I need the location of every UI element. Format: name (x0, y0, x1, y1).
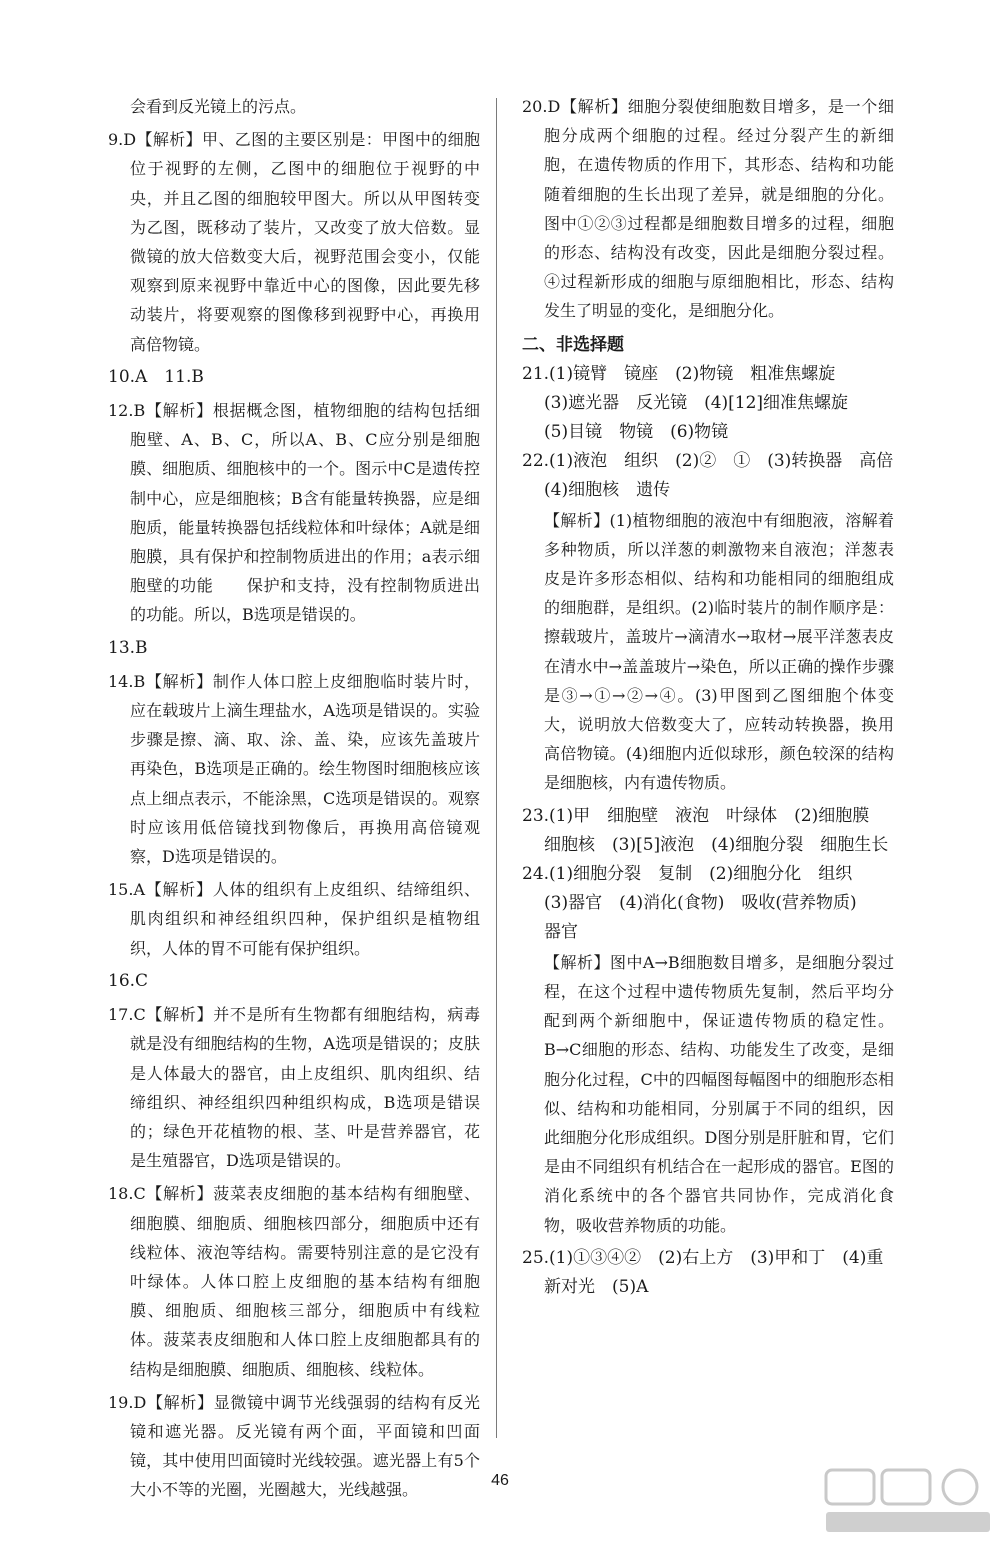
answer-15: 15.A【解析】人体的组织有上皮组织、结缔组织、肌肉组织和神经组织四种，保护组织是植物组织，人体的胃不可能有保护组织。 (108, 880, 480, 958)
answer-21-line-1: 21.(1)镜臂 镜座 (2)物镜 粗准焦螺旋 (522, 363, 836, 384)
column-divider (496, 98, 497, 1438)
answer-24-line-3: 器官 (544, 922, 578, 943)
answer-25: 25.(1)①③④② (2)右上方 (3)甲和丁 (4)重新对光 (5)A (522, 1247, 884, 1297)
answer-23-line-2: 细胞核 (3)[5]液泡 (4)细胞分裂 细胞生长 (544, 834, 889, 855)
left-column (108, 92, 480, 1505)
answer-10-11: 10.A 11.B (108, 366, 204, 387)
answer-12: 12.B【解析】根据概念图，植物细胞的结构包括细胞壁、A、B、C，所以A、B、C应分别是细胞膜、细胞质、细胞核中的一个。图示中C是遗传控制中心，应是细胞核；B含有能量转换器，应是细胞质，能量转换器包括线粒体和叶绿体；A就是细胞膜，具有保护和控制物质进出的作用；a表示细胞壁的功能 保护和支持，没有控制物质进出的功能。所以，B选项是错误的。 (108, 401, 480, 625)
answer-24-line-1: 24.(1)细胞分裂 复制 (2)细胞分化 组织 (522, 864, 853, 885)
answer-22-line-2: (4)细胞核 遗传 (544, 480, 671, 501)
answer-19: 19.D【解析】显微镜中调节光线强弱的结构有反光镜和遮光器。反光镜有两个面，平面镜和凹面镜，其中使用凹面镜时光线较强。遮光器上有5个大小不等的光圈，光圈越大，光线越强。 (108, 1392, 480, 1500)
answer-14: 14.B【解析】制作人体口腔上皮细胞临时装片时，应在载玻片上滴生理盐水，A选项是错误的。实验步骤是擦、滴、取、涂、盖、染，应该先盖玻片再染色，B选项是正确的。绘生物图时细胞核应该点上细点表示，不能涂黑，C选项是错误的。观察时应该用低倍镜找到物像后，再换用高倍镜观察，D选项是错误的。 (108, 671, 480, 867)
answer-23-line-1: 23.(1)甲 细胞壁 液泡 叶绿体 (2)细胞膜 (522, 805, 870, 826)
answer-8-continued: 会看到反光镜上的污点。 (130, 97, 307, 116)
answer-21-line-2: (3)遮光器 反光镜 (4)[12]细准焦螺旋 (544, 392, 849, 413)
page-number: 46 (491, 1472, 509, 1489)
answer-24-explanation: 【解析】图中A→B细胞数目增多，是细胞分裂过程，在这个过程中遗传物质先复制，然后平均分配到两个新细胞中，保证遗传物质的稳定性。B→C细胞的形态、结构、功能发生了改变，是细胞分化过程，C中的四幅图每幅图中的细胞形态相似、结构和功能相同，分别属于不同的组织，因此细胞分化形成组织。D图分别是肝脏和胃，它们是由不同组织有机结合在一起形成的器官。E图的消化系统中的各个器官共同协作，完成消化食物，吸收营养物质的功能。 (544, 952, 894, 1235)
answer-16: 16.C (108, 970, 149, 991)
answer-20: 20.D【解析】细胞分裂使细胞数目增多，是一个细胞分成两个细胞的过程。经过分裂产生的新细胞，在遗传物质的作用下，其形态、结构和功能随着细胞的生长出现了差异，就是细胞的分化。图中①②③过程都是细胞数目增多的过程，细胞的形态、结构没有改变，因此是细胞分裂过程。④过程新形成的细胞与原细胞相比，形态、结构发生了明显的变化，是细胞分化。 (522, 97, 894, 321)
section-title-non-choice: 二、非选择题 (522, 334, 624, 355)
answer-22-explanation: 【解析】(1)植物细胞的液泡中有细胞液，溶解着多种物质，所以洋葱的刺激物来自液泡；洋葱表皮是许多形态相似、结构和功能相同的细胞组成的细胞群，是组织。(2)临时装片的制作顺序是：擦载玻片，盖玻片→滴清水→取材→展平洋葱表皮在清水中→盖盖玻片→染色，所以正确的操作步骤是③→①→②→④。(3)甲图到乙图细胞个体变大，说明放大倍数变大了，应转动转换器，换用高倍物镜。(4)细胞内近似球形，颜色较深的结构是细胞核，内有遗传物质。 (544, 510, 894, 793)
answer-22-line-1: 22.(1)液泡 组织 (2)② ① (3)转换器 高倍 (522, 451, 894, 472)
answer-13: 13.B (108, 637, 148, 658)
site-watermark-logo (820, 1466, 996, 1536)
answer-9: 9.D【解析】甲、乙图的主要区别是：甲图中的细胞位于视野的左侧，乙图中的细胞位于视野的中央，并且乙图的细胞较甲图大。所以从甲图转变为乙图，既移动了装片，又改变了放大倍数。显微镜的放大倍数变大后，视野范围会变小，仅能观察到原来视野中靠近中心的图像，因此要先移动装片，将要观察的图像移到视野中心，再换用高倍物镜。 (108, 130, 480, 354)
answer-18: 18.C【解析】菠菜表皮细胞的基本结构有细胞壁、细胞膜、细胞质、细胞核四部分，细胞质中还有线粒体、液泡等结构。需要特别注意的是它没有叶绿体。人体口腔上皮细胞的基本结构有细胞膜、细胞质、细胞核三部分，细胞质中有线粒体。菠菜表皮细胞和人体口腔上皮细胞都具有的结构是细胞膜、细胞质、细胞核、线粒体。 (108, 1184, 480, 1379)
answer-17: 17.C【解析】并不是所有生物都有细胞结构，病毒就是没有细胞结构的生物，A选项是错误的；皮肤是人体最大的器官，由上皮组织、肌肉组织、结缔组织、神经组织四种组织构成，B选项是错误的；绿色开花植物的根、茎、叶是营养器官，花是生殖器官，D选项是错误的。 (108, 1005, 480, 1171)
answer-21-line-3: (5)目镜 物镜 (6)物镜 (544, 422, 729, 443)
right-column (522, 92, 894, 1302)
answer-24-line-2: (3)器官 (4)消化(食物) 吸收(营养物质) (544, 893, 857, 914)
